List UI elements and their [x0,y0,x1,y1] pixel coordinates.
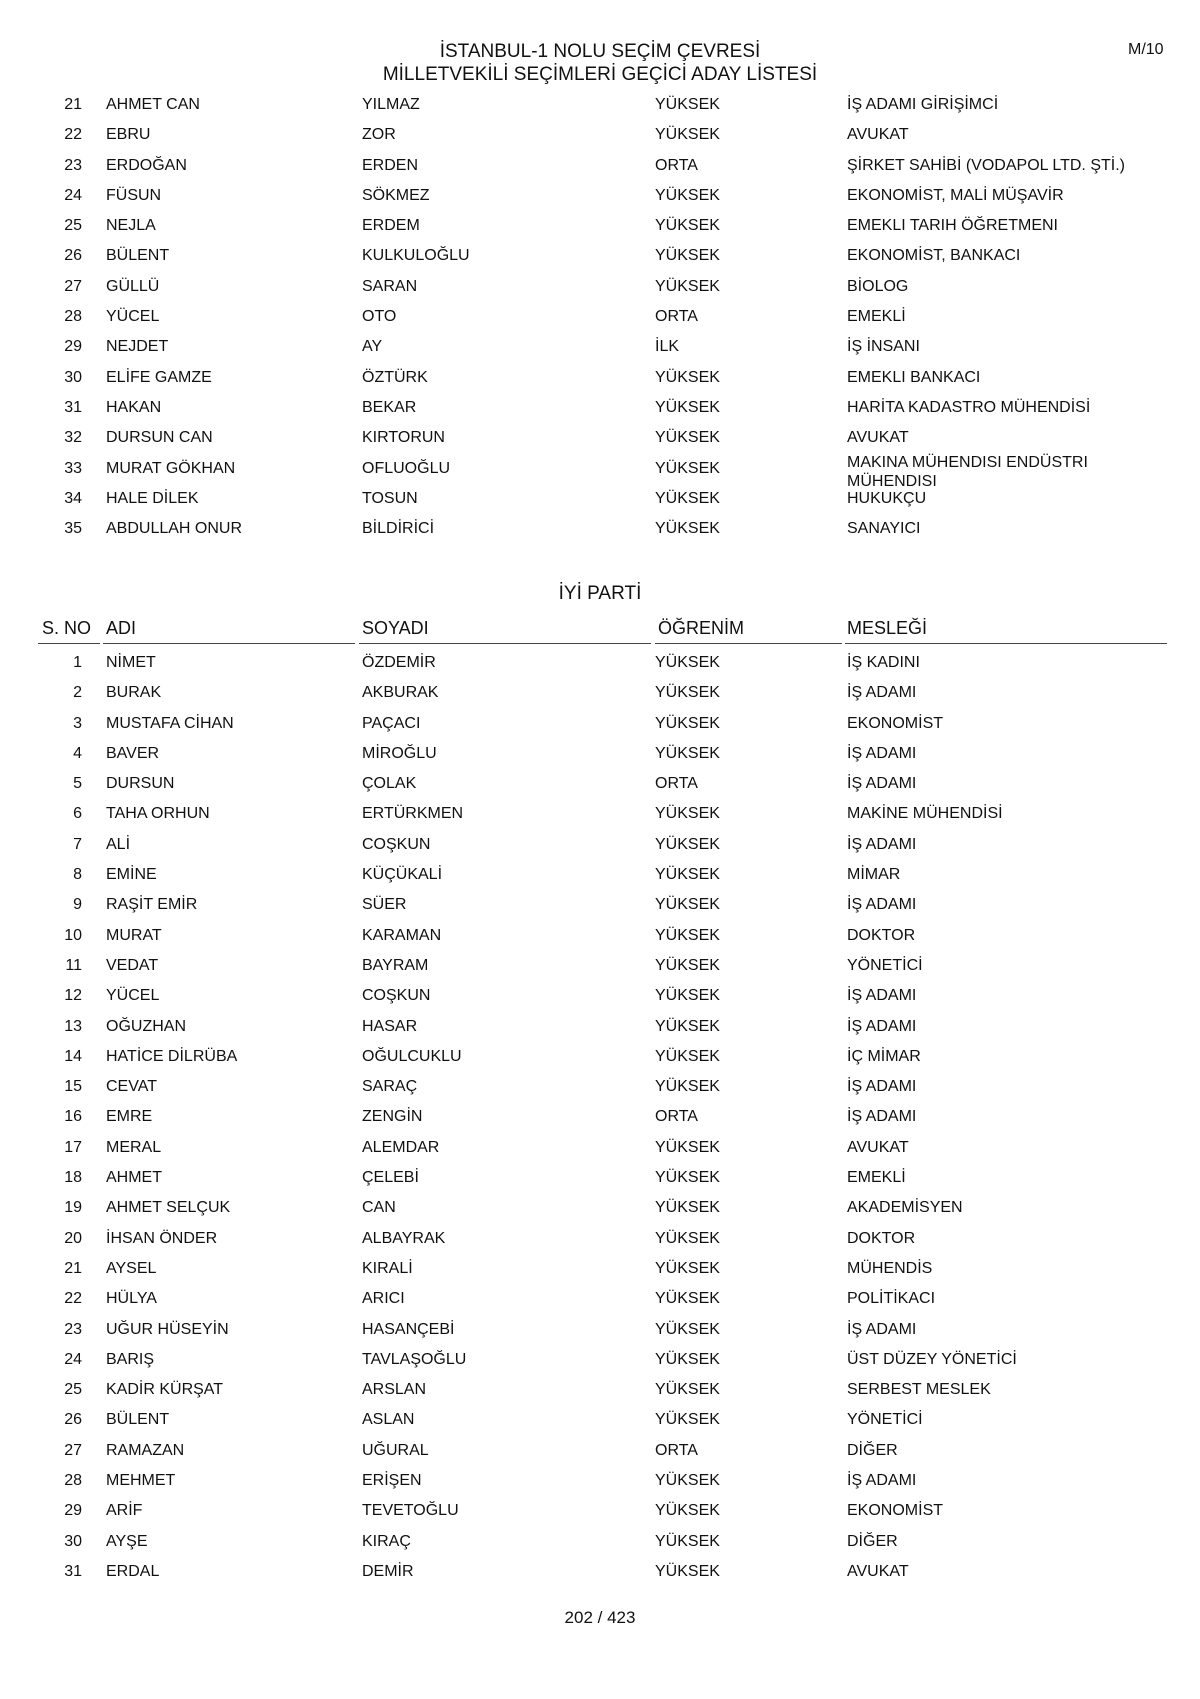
candidate-no: 11 [65,956,82,974]
table-row [0,514,1200,544]
candidate-first-name: MERAL [106,1138,162,1156]
candidate-education: YÜKSEK [655,1502,720,1520]
candidate-no: 7 [73,835,82,853]
candidate-last-name: ÖZDEMİR [362,654,436,671]
candidate-first-name: VEDAT [106,956,159,974]
candidate-first-name: ARİF [106,1502,143,1520]
candidate-occupation: MÜHENDİS [847,1259,933,1277]
col-header-ogrenim: ÖĞRENİM [658,618,745,638]
candidate-last-name: COŞKUN [362,835,431,853]
candidate-occupation: DOKTOR [847,926,916,944]
candidate-first-name: HÜLYA [106,1290,157,1308]
candidate-first-name: TAHA ORHUN [106,805,210,823]
candidate-education: YÜKSEK [655,459,720,477]
table-row [0,981,1200,1011]
candidate-first-name: MURAT GÖKHAN [106,459,236,477]
table-row [0,1496,1200,1526]
candidate-no: 27 [64,1441,82,1459]
col-header-soyad: SOYADI [362,618,429,638]
candidate-first-name: ERDAL [106,1562,160,1580]
candidate-no: 28 [64,1472,82,1490]
candidate-no: 23 [64,1320,82,1338]
candidate-education: YÜKSEK [655,1199,720,1217]
candidate-education: YÜKSEK [655,1320,720,1338]
table-row [0,1042,1200,1072]
candidate-first-name: AHMET CAN [106,96,200,113]
table-row [0,1405,1200,1435]
candidate-first-name: BÜLENT [106,1411,170,1429]
candidate-no: 23 [64,156,82,174]
candidate-first-name: ELİFE GAMZE [106,368,212,386]
candidate-education: YÜKSEK [655,1350,720,1368]
candidate-occupation: AVUKAT [847,1562,909,1580]
candidate-first-name: MUSTAFA CİHAN [106,714,234,732]
candidate-education: YÜKSEK [655,1411,720,1429]
candidate-occupation: İŞ ADAMI [847,896,917,914]
header-line-2: MİLLETVEKİLİ SEÇİMLERİ GEÇİCİ ADAY LİSTESİ [382,64,818,85]
candidate-education: YÜKSEK [655,956,720,974]
candidate-first-name: DURSUN CAN [106,429,213,447]
candidate-no: 31 [64,398,82,416]
candidate-no: 20 [64,1229,82,1247]
candidate-first-name: KADİR KÜRŞAT [106,1381,224,1399]
candidate-first-name: AYSEL [106,1259,157,1277]
candidate-education: YÜKSEK [655,247,720,265]
page-code: M/10 [1128,41,1164,58]
candidate-no: 25 [64,217,82,235]
candidate-no: 4 [73,744,82,762]
table-row [0,709,1200,739]
candidate-no: 27 [64,277,82,295]
candidate-first-name: NEJLA [106,217,156,235]
candidate-occupation: İŞ ADAMI GİRİŞİMCİ [847,96,999,113]
table-row [0,120,1200,150]
candidate-first-name: EBRU [106,126,151,144]
candidate-education: YÜKSEK [655,1138,720,1156]
candidate-last-name: OĞULCUKLU [362,1047,462,1065]
candidate-last-name: ERTÜRKMEN [362,805,464,823]
candidate-occupation: İŞ ADAMI [847,987,917,1005]
candidate-last-name: BİLDİRİCİ [362,520,435,538]
candidate-no: 34 [64,489,82,507]
candidate-occupation: İŞ ADAMI [847,1017,917,1035]
candidate-first-name: HALE DİLEK [106,489,199,507]
col-header-ad: ADI [106,618,137,638]
candidate-first-name: RAMAZAN [106,1441,185,1459]
candidate-last-name: YILMAZ [362,96,420,113]
candidate-no: 10 [64,926,82,944]
candidate-education: YÜKSEK [655,126,720,144]
candidate-last-name: TEVETOĞLU [362,1502,459,1520]
table-row [0,302,1200,332]
candidate-last-name: HASANÇEBİ [362,1320,455,1338]
candidate-first-name: MEHMET [106,1472,176,1490]
candidate-first-name: NEJDET [106,338,169,356]
candidate-no: 8 [73,866,82,884]
table-row [0,830,1200,860]
candidate-last-name: OFLUOĞLU [362,459,451,477]
candidate-last-name: SÜER [362,896,407,914]
candidate-last-name: MİROĞLU [362,744,437,762]
candidate-occupation: YÖNETİCİ [847,956,923,974]
candidate-no: 6 [73,805,82,823]
candidate-education: YÜKSEK [655,368,720,386]
candidate-first-name: YÜCEL [106,987,160,1005]
table-row [0,1527,1200,1557]
candidate-last-name: ZENGİN [362,1108,423,1126]
table-row [0,1102,1200,1132]
candidate-first-name: UĞUR HÜSEYİN [106,1320,229,1338]
candidate-no: 30 [64,368,82,386]
candidate-no: 12 [64,987,82,1005]
candidate-first-name: RAŞİT EMİR [106,896,198,914]
candidate-education: YÜKSEK [655,1381,720,1399]
candidate-education: YÜKSEK [655,714,720,732]
candidate-last-name: UĞURAL [362,1441,429,1459]
header-rule [655,643,842,644]
candidate-first-name: ERDOĞAN [106,156,187,174]
candidate-education: YÜKSEK [655,866,720,884]
candidate-education: YÜKSEK [655,1229,720,1247]
candidate-education: YÜKSEK [655,1169,720,1187]
table-row [0,211,1200,241]
table-row [0,181,1200,211]
candidate-education: YÜKSEK [655,1290,720,1308]
table-row [0,1224,1200,1254]
candidate-education: YÜKSEK [655,217,720,235]
candidate-first-name: AHMET SELÇUK [106,1199,231,1217]
candidate-last-name: SARAN [362,277,418,295]
candidate-education: İLK [655,338,680,356]
table-row [0,1315,1200,1345]
header-line-1: İSTANBUL-1 NOLU SEÇİM ÇEVRESİ [439,41,761,62]
candidate-no: 25 [64,1381,82,1399]
table-row [0,363,1200,393]
candidate-education: YÜKSEK [655,1472,720,1490]
candidate-last-name: SARAÇ [362,1078,418,1096]
candidate-education: YÜKSEK [655,835,720,853]
col-header-meslek: MESLEĞİ [847,618,928,638]
candidate-last-name: TAVLAŞOĞLU [362,1350,467,1368]
candidate-last-name: ASLAN [362,1411,415,1429]
header-rule [103,643,355,644]
candidate-occupation: EMEKLI BANKACI [847,368,981,386]
candidate-occupation: EMEKLİ [847,308,906,326]
table-row [0,921,1200,951]
candidate-first-name: GÜLLÜ [106,277,160,295]
candidate-occupation: DİĞER [847,1441,898,1459]
candidate-no: 16 [64,1108,82,1126]
table-row [0,1345,1200,1375]
candidate-first-name: OĞUZHAN [106,1017,186,1035]
candidate-education: YÜKSEK [655,1562,720,1580]
candidate-occupation: SERBEST MESLEK [847,1381,991,1399]
candidate-occupation: ŞİRKET SAHİBİ (VODAPOL LTD. ŞTİ.) [847,156,1125,174]
table-row [0,453,1200,490]
candidate-education: YÜKSEK [655,429,720,447]
candidate-last-name: KIRALİ [362,1259,413,1277]
candidate-first-name: ALİ [106,835,131,853]
candidate-occupation: ÜST DÜZEY YÖNETİCİ [847,1350,1017,1368]
candidate-first-name: FÜSUN [106,186,162,204]
candidate-occupation: İŞ ADAMI [847,1320,917,1338]
candidate-first-name: BÜLENT [106,247,170,265]
candidate-last-name: ARICI [362,1290,405,1308]
candidate-no: 14 [64,1047,82,1065]
candidate-occupation: MAKINA MÜHENDISI ENDÜSTRI MÜHENDISI [847,453,1088,490]
candidate-last-name: BAYRAM [362,956,429,974]
candidate-no: 3 [73,714,82,732]
candidate-occupation: AVUKAT [847,1138,909,1156]
page-number: 202 / 423 [564,1608,636,1627]
candidate-last-name: ERİŞEN [362,1472,422,1490]
candidate-last-name: ZOR [362,126,396,144]
candidate-no: 21 [64,1259,82,1277]
candidate-no: 31 [64,1562,82,1580]
table-row [0,1436,1200,1466]
previous-party-table [0,90,1200,544]
candidate-no: 26 [64,1411,82,1429]
table-row [0,393,1200,423]
candidate-first-name: NİMET [106,654,156,671]
candidate-last-name: KIRTORUN [362,429,445,447]
candidate-first-name: ABDULLAH ONUR [106,520,243,538]
candidate-last-name: KÜÇÜKALİ [362,866,443,884]
candidate-education: YÜKSEK [655,277,720,295]
candidate-last-name: CAN [362,1199,396,1217]
candidate-occupation: İŞ ADAMI [847,1078,917,1096]
table-row [0,860,1200,890]
candidate-last-name: KULKULOĞLU [362,247,470,265]
candidate-no: 35 [64,520,82,538]
candidate-education: YÜKSEK [655,96,720,113]
table-row [0,1284,1200,1314]
candidate-education: YÜKSEK [655,398,720,416]
candidate-education: ORTA [655,308,698,326]
candidate-occupation: BİOLOG [847,277,909,295]
candidate-first-name: HAKAN [106,398,162,416]
candidate-education: ORTA [655,1108,698,1126]
candidate-education: YÜKSEK [655,805,720,823]
table-row [0,678,1200,708]
candidate-occupation: EKONOMİST, MALİ MÜŞAVİR [847,186,1064,204]
header-rule [38,643,100,644]
candidate-occupation: İŞ ADAMI [847,1472,917,1490]
candidate-no: 29 [64,338,82,356]
candidate-occupation: İÇ MİMAR [847,1047,921,1065]
candidate-education: ORTA [655,156,698,174]
table-row [0,1072,1200,1102]
candidate-first-name: BURAK [106,684,162,702]
candidate-occupation: EMEKLİ [847,1169,906,1187]
candidate-no: 2 [73,684,82,702]
candidate-occupation: SANAYICI [847,520,921,538]
candidate-first-name: HATİCE DİLRÜBA [106,1047,238,1065]
candidate-education: YÜKSEK [655,654,720,671]
candidate-last-name: TOSUN [362,489,418,507]
candidate-occupation: İŞ ADAMI [847,744,917,762]
candidate-education: YÜKSEK [655,744,720,762]
candidate-no: 24 [64,186,82,204]
candidate-last-name: PAÇACI [362,714,421,732]
candidate-no: 32 [64,429,82,447]
candidate-education: YÜKSEK [655,684,720,702]
candidate-no: 21 [64,96,82,113]
candidate-last-name: ALEMDAR [362,1138,440,1156]
table-row [0,799,1200,829]
table-row [0,1193,1200,1223]
candidate-last-name: ERDEN [362,156,419,174]
party-candidate-table [0,648,1200,1587]
candidate-first-name: CEVAT [106,1078,157,1096]
table-row [0,1254,1200,1284]
candidate-occupation: MİMAR [847,866,901,884]
table-row [0,423,1200,453]
candidate-last-name: DEMİR [362,1562,414,1580]
candidate-occupation: HARİTA KADASTRO MÜHENDİSİ [847,398,1091,416]
candidate-first-name: EMİNE [106,866,157,884]
candidate-first-name: BARIŞ [106,1350,155,1368]
candidate-no: 5 [73,775,82,793]
candidate-education: YÜKSEK [655,489,720,507]
candidate-no: 28 [64,308,82,326]
table-row [0,272,1200,302]
candidate-last-name: AKBURAK [362,684,439,702]
candidate-last-name: ARSLAN [362,1381,427,1399]
table-row [0,769,1200,799]
table-row [0,241,1200,271]
candidate-occupation: İŞ KADINI [847,654,920,671]
document-header [0,40,1200,86]
candidate-no: 22 [64,1290,82,1308]
table-row [0,1163,1200,1193]
candidate-occupation: EMEKLI TARIH ÖĞRETMENI [847,217,1058,235]
candidate-occupation: İŞ ADAMI [847,1108,917,1126]
candidate-no: 9 [73,896,82,914]
candidate-last-name: ÇOLAK [362,775,417,793]
candidate-education: YÜKSEK [655,1078,720,1096]
candidate-occupation: EKONOMİST [847,714,944,732]
candidate-education: ORTA [655,1441,698,1459]
table-row [0,90,1200,120]
candidate-last-name: ÖZTÜRK [362,368,428,386]
candidate-first-name: YÜCEL [106,308,160,326]
candidate-no: 26 [64,247,82,265]
candidate-no: 13 [64,1017,82,1035]
col-header-no: S. NO [42,618,92,638]
table-row [0,1557,1200,1587]
candidate-first-name: BAVER [106,744,160,762]
candidate-last-name: HASAR [362,1017,418,1035]
candidate-occupation: HUKUKÇU [847,489,927,507]
candidate-last-name: AY [362,338,383,356]
candidate-occupation: İŞ ADAMI [847,835,917,853]
candidate-last-name: KIRAÇ [362,1532,411,1550]
candidate-no: 18 [64,1169,82,1187]
column-header-row [0,615,1200,643]
candidate-last-name: ERDEM [362,217,420,235]
candidate-first-name: AHMET [106,1169,162,1187]
candidate-last-name: OTO [362,308,397,326]
candidate-education: YÜKSEK [655,520,720,538]
table-row [0,1012,1200,1042]
header-rule [845,643,1167,644]
candidate-occupation: AKADEMİSYEN [847,1199,963,1217]
candidate-last-name: ALBAYRAK [362,1229,446,1247]
candidate-education: YÜKSEK [655,1532,720,1550]
candidate-no: 29 [64,1502,82,1520]
table-row [0,1375,1200,1405]
candidate-occupation: POLİTİKACI [847,1290,936,1308]
candidate-last-name: COŞKUN [362,987,431,1005]
candidate-education: YÜKSEK [655,186,720,204]
candidate-occupation: EKONOMİST, BANKACI [847,247,1021,265]
candidate-education: YÜKSEK [655,987,720,1005]
table-row [0,332,1200,362]
candidate-education: YÜKSEK [655,1047,720,1065]
candidate-first-name: İHSAN ÖNDER [106,1229,218,1247]
candidate-no: 33 [64,459,82,477]
candidate-last-name: ÇELEBİ [362,1169,419,1187]
candidate-no: 1 [73,654,82,671]
table-row [0,1133,1200,1163]
candidate-education: ORTA [655,775,698,793]
candidate-no: 22 [64,126,82,144]
candidate-occupation: İŞ ADAMI [847,775,917,793]
candidate-occupation: AVUKAT [847,126,909,144]
candidate-no: 15 [64,1078,82,1096]
header-rule [359,643,651,644]
table-row [0,648,1200,678]
table-row [0,951,1200,981]
candidate-first-name: DURSUN [106,775,175,793]
candidate-no: 19 [64,1199,82,1217]
candidate-occupation: İŞ ADAMI [847,684,917,702]
table-row [0,890,1200,920]
candidate-occupation: EKONOMİST [847,1502,944,1520]
candidate-occupation: İŞ İNSANI [847,338,920,356]
candidate-occupation: DİĞER [847,1532,898,1550]
candidate-first-name: EMRE [106,1108,153,1126]
candidate-occupation: MAKİNE MÜHENDİSİ [847,805,1003,823]
candidate-first-name: AYŞE [106,1532,148,1550]
candidate-first-name: MURAT [106,926,162,944]
candidate-education: YÜKSEK [655,1017,720,1035]
candidate-no: 24 [64,1350,82,1368]
table-row [0,484,1200,514]
table-row [0,1466,1200,1496]
candidate-education: YÜKSEK [655,896,720,914]
candidate-occupation: AVUKAT [847,429,909,447]
candidate-last-name: BEKAR [362,398,417,416]
candidate-occupation: DOKTOR [847,1229,916,1247]
candidate-last-name: KARAMAN [362,926,442,944]
table-row [0,739,1200,769]
candidate-last-name: SÖKMEZ [362,186,430,204]
party-title: İYİ PARTİ [558,583,642,604]
candidate-education: YÜKSEK [655,1259,720,1277]
table-row [0,151,1200,181]
candidate-education: YÜKSEK [655,926,720,944]
candidate-occupation: YÖNETİCİ [847,1411,923,1429]
candidate-no: 17 [64,1138,82,1156]
candidate-no: 30 [64,1532,82,1550]
